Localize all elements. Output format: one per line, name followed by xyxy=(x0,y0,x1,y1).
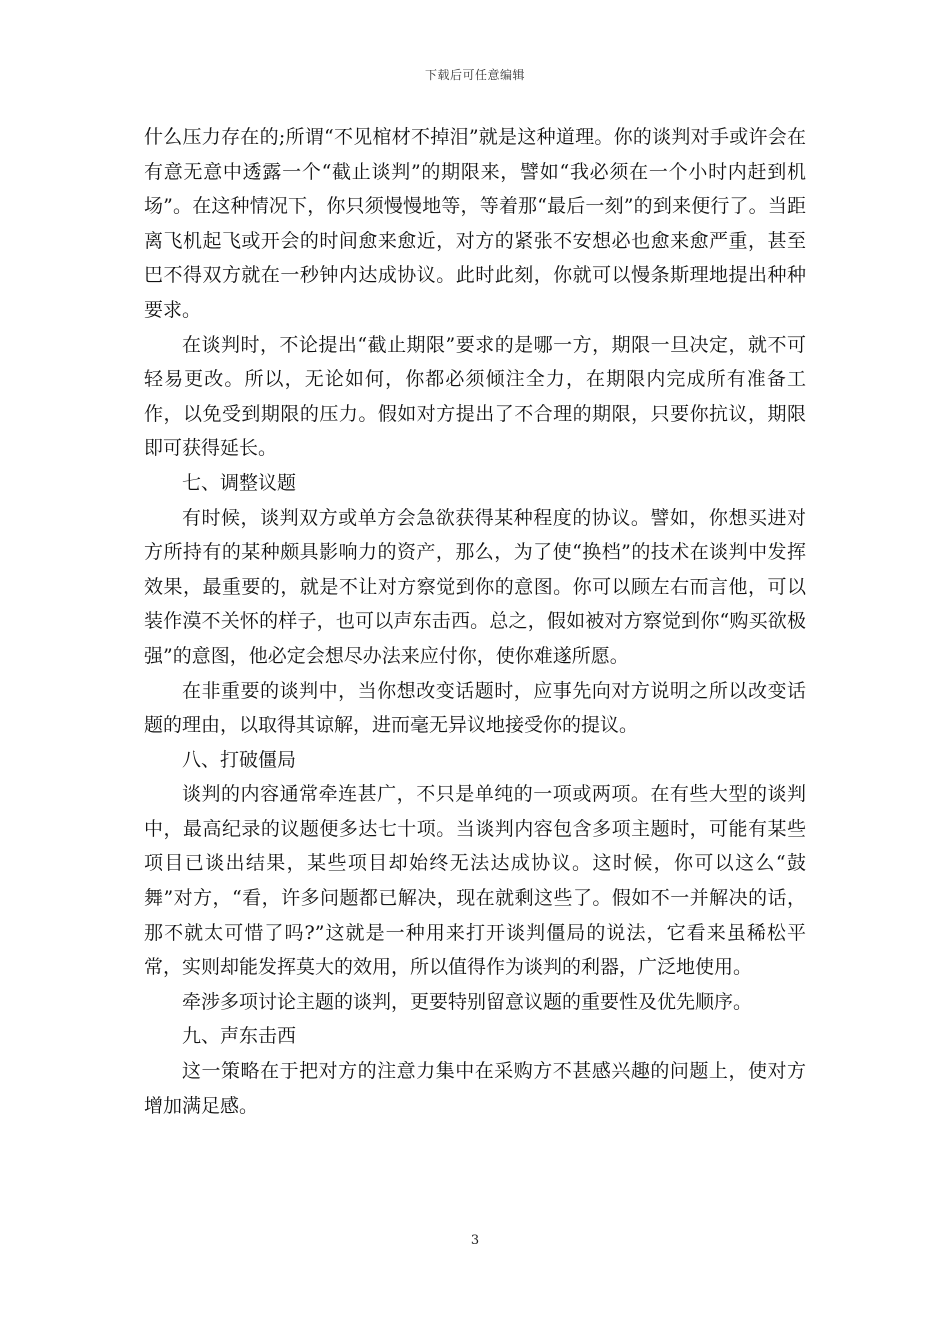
paragraph-deadline-pressure: 什么压力存在的;所谓“不见棺材不掉泪”就是这种道理。你的谈判对手或许会在有意无意中透露一个“截止谈判”的期限来，譬如“我必须在一个小时内赶到机场”。在这种情况下，你只须慢慢地等，等着那“最后一刻”的到来便行了。当距离飞机起飞或开会的时间愈来愈近，对方的紧张不安想必也愈来愈严重，甚至巴不得双方就在一秒钟内达成协议。此时此刻，你就可以慢条斯理地提出种种要求。 xyxy=(144,126,806,321)
paragraph-topic-priority: 牵涉多项讨论主题的谈判，更要特别留意议题的重要性及优先顺序。 xyxy=(182,990,753,1013)
paragraph-change-topic: 在非重要的谈判中，当你想改变话题时，应事先向对方说明之所以改变话题的理由，以取得其谅解，进而毫无异议地接受你的提议。 xyxy=(144,679,806,737)
section-heading-9: 九、声东击西 xyxy=(182,1025,297,1048)
section-heading-7: 七、调整议题 xyxy=(182,471,297,494)
paragraph-deadline-rules: 在谈判时，不论提出“截止期限”要求的是哪一方，期限一旦决定，就不可轻易更改。所以，无论如何，你都必须倾注全力，在期限内完成所有准备工作，以免受到期限的压力。假如对方提出了不合理的期限，只要你抗议，期限即可获得延长。 xyxy=(144,333,806,460)
paragraph-break-deadlock: 谈判的内容通常牵连甚广，不只是单纯的一项或两项。在有些大型的谈判中，最高纪录的议题便多达七十项。当谈判内容包含多项主题时，可能有某些项目已谈出结果，某些项目却始终无法达成协议。这时候，你可以这么“鼓舞”对方，“看，许多问题都已解决，现在就剩这些了。假如不一并解决的话，那不就太可惜了吗?”这就是一种用来打开谈判僵局的说法，它看来虽稀松平常，实则却能发挥莫大的效用，所以值得作为谈判的利器，广泛地使用。 xyxy=(144,783,806,979)
paragraph-adjust-topic: 有时候，谈判双方或单方会急欲获得某种程度的协议。譬如，你想买进对方所持有的某种颇具影响力的资产，那么，为了使“换档”的技术在谈判中发挥效果，最重要的，就是不让对方察觉到你的意图。你可以顾左右而言他，可以装作漠不关怀的样子，也可以声东击西。总之，假如被对方察觉到你“购买欲极强”的意图，他必定会想尽办法来应付你，使你难遂所愿。 xyxy=(144,506,806,667)
page-header: 下载后可任意编辑 xyxy=(424,68,525,82)
paragraph-feint-strategy: 这一策略在于把对方的注意力集中在采购方不甚感兴趣的问题上，使对方增加满足感。 xyxy=(144,1060,806,1117)
section-heading-8: 八、打破僵局 xyxy=(182,748,297,771)
document-body xyxy=(144,120,806,1123)
page-number: 3 xyxy=(470,1233,480,1248)
